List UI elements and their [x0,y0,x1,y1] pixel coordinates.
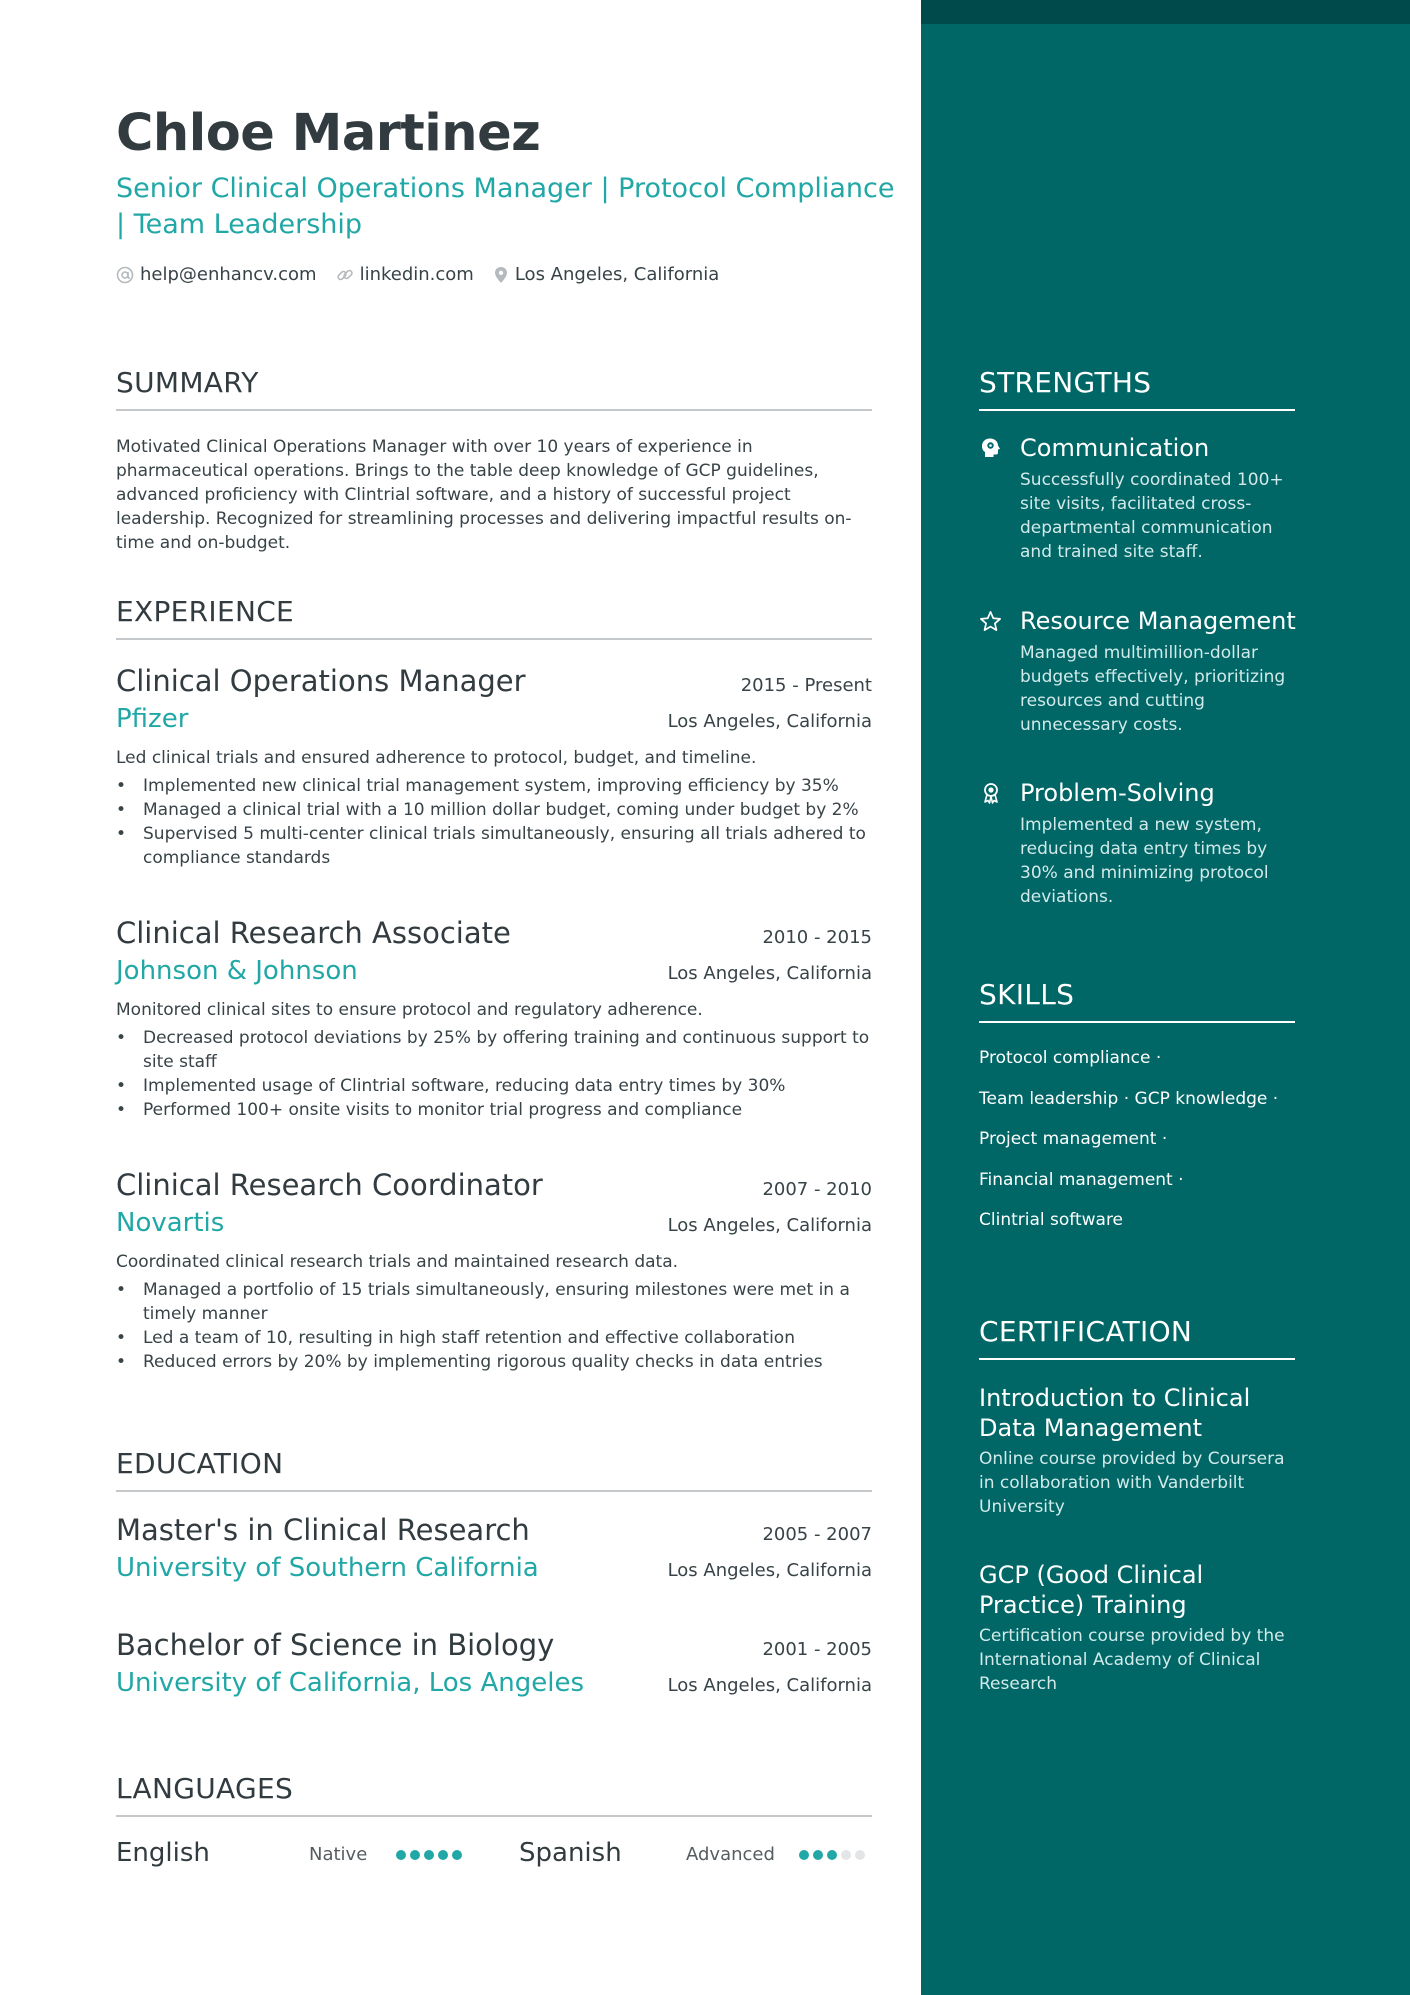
job-description: Coordinated clinical research trials and maintained research data. [116,1252,679,1272]
skill-line: Clintrial software [979,1210,1124,1230]
job-bullet: • Decreased protocol deviations by 25% by offering training and continuous support to site staff [116,1026,872,1074]
job-role: Clinical Research Coordinator [116,1168,543,1202]
job-bullets [116,1026,872,1122]
job-bullet: • Performed 100+ onsite visits to monitor trial progress and compliance [116,1098,872,1122]
job-bullet: • Led a team of 10, resulting in high staff retention and effective collaboration [116,1326,872,1350]
education-school: University of California, Los Angeles [116,1668,585,1698]
strength-text: Managed multimillion-dollar budgets effectively, prioritizing resources and cutting unnecessary costs. [1020,643,1286,735]
at-icon [116,266,134,284]
summary-heading: SUMMARY [116,366,872,411]
education-school: University of Southern California [116,1553,539,1583]
skills-list [979,1046,1299,1249]
job-bullet: • Reduced errors by 20% by implementing rigorous quality checks in data entries [116,1350,872,1374]
job-company: Johnson & Johnson [116,956,358,986]
rating-dot-filled [827,1850,837,1860]
job-role: Clinical Research Associate [116,916,511,950]
education-entry [116,1513,872,1583]
skills-heading: SKILLS [979,978,1295,1023]
job-dates: 2007 - 2010 [762,1179,872,1200]
link-icon [336,266,354,284]
job-dates: 2015 - Present [740,675,872,696]
job-bullet: • Managed a clinical trial with a 10 million dollar budget, coming under budget by 2% [116,798,872,822]
strength-item [979,779,1299,909]
education-location: Los Angeles, California [667,1675,872,1696]
job-entry [116,1168,872,1374]
contact-linkedin[interactable] [336,264,474,285]
job-role: Clinical Operations Manager [116,664,526,698]
sidebar-top-band [921,0,1410,24]
job-location: Los Angeles, California [667,963,872,984]
rating-dot-filled [424,1850,434,1860]
head-brain-icon [979,437,1002,460]
award-ribbon-icon [979,782,1002,805]
certification-item [979,1383,1299,1519]
strength-text: Implemented a new system, reducing data entry times by 30% and minimizing protocol deviations. [1020,815,1269,907]
job-bullet: • Implemented usage of Clintrial software, reducing data entry times by 30% [116,1074,872,1098]
strength-title: Problem-Solving [1020,779,1215,807]
job-description: Monitored clinical sites to ensure protocol and regulatory adherence. [116,1000,703,1020]
strength-item [979,434,1299,564]
contact-location-text: Los Angeles, California [514,264,720,285]
experience-heading: EXPERIENCE [116,595,872,640]
strength-text: Successfully coordinated 100+ site visits, facilitated cross-departmental communication and trained site staff. [1020,470,1284,562]
location-pin-icon [493,266,509,284]
job-dates: 2010 - 2015 [762,927,872,948]
skill-line: Financial management · [979,1169,1184,1190]
certification-item [979,1560,1299,1696]
strength-title: Communication [1020,434,1210,462]
language-level: Advanced [686,1844,775,1865]
education-entry [116,1628,872,1698]
job-description: Led clinical trials and ensured adherence to protocol, budget, and timeline. [116,748,757,768]
strength-item [979,607,1299,737]
education-dates: 2005 - 2007 [762,1524,872,1545]
rating-dot-filled [799,1850,809,1860]
skill-line: Protocol compliance · [979,1048,1162,1068]
rating-dot-filled [813,1850,823,1860]
candidate-name: Chloe Martinez [116,104,541,163]
job-company: Novartis [116,1208,225,1238]
contact-location [493,264,719,285]
rating-dot-filled [452,1850,462,1860]
job-company: Pfizer [116,704,189,734]
job-entry [116,916,872,1122]
language-name: English [116,1838,210,1868]
education-degree: Bachelor of Science in Biology [116,1628,555,1662]
job-entry [116,664,872,870]
languages-row [116,1838,872,1874]
summary-text: Motivated Clinical Operations Manager with over 10 years of experience in pharmaceutical operations. Brings to the table deep knowledge of GCP guidelines, advanced proficiency with Clintrial software, and a history of successful project leadership. Recognized for streamlining processes and delivering impactful results on-time and on-budget. [116,437,852,553]
language-rating [396,1850,466,1860]
certification-title: GCP (Good Clinical Practice) Training [979,1561,1204,1619]
contact-email-text: help@enhancv.com [140,264,317,285]
job-bullet: • Implemented new clinical trial management system, improving efficiency by 35% [116,774,872,798]
education-location: Los Angeles, California [667,1560,872,1581]
strength-title: Resource Management [1020,607,1296,635]
job-bullet: • Supervised 5 multi-center clinical trials simultaneously, ensuring all trials adhered to compliance standards [116,822,872,870]
language-rating [799,1850,869,1860]
certification-text: Online course provided by Coursera in collaboration with Vanderbilt University [979,1449,1285,1517]
job-bullets [116,774,872,870]
language-level: Native [309,1844,368,1865]
rating-dot-filled [396,1850,406,1860]
skill-line: Project management · [979,1129,1168,1149]
candidate-title: Senior Clinical Operations Manager | Protocol Compliance | Team Leadership [116,173,895,240]
certification-text: Certification course provided by the International Academy of Clinical Research [979,1626,1285,1694]
skill-line: Team leadership · GCP knowledge · [979,1088,1279,1109]
education-degree: Master's in Clinical Research [116,1513,530,1547]
contact-bar [116,264,738,285]
star-icon [979,610,1002,633]
job-bullets [116,1278,872,1374]
languages-heading: LANGUAGES [116,1772,872,1817]
job-location: Los Angeles, California [667,1215,872,1236]
job-location: Los Angeles, California [667,711,872,732]
certification-heading: CERTIFICATION [979,1315,1295,1360]
contact-email[interactable] [116,264,317,285]
contact-linkedin-text: linkedin.com [359,264,474,285]
strengths-heading: STRENGTHS [979,366,1295,411]
rating-dot-filled [438,1850,448,1860]
education-dates: 2001 - 2005 [762,1639,872,1660]
certification-title: Introduction to Clinical Data Management [979,1384,1251,1442]
language-name: Spanish [519,1838,622,1868]
rating-dot-empty [841,1850,851,1860]
education-heading: EDUCATION [116,1447,872,1492]
rating-dot-empty [855,1850,865,1860]
rating-dot-filled [410,1850,420,1860]
job-bullet: • Managed a portfolio of 15 trials simultaneously, ensuring milestones were met in a timely manner [116,1278,872,1326]
